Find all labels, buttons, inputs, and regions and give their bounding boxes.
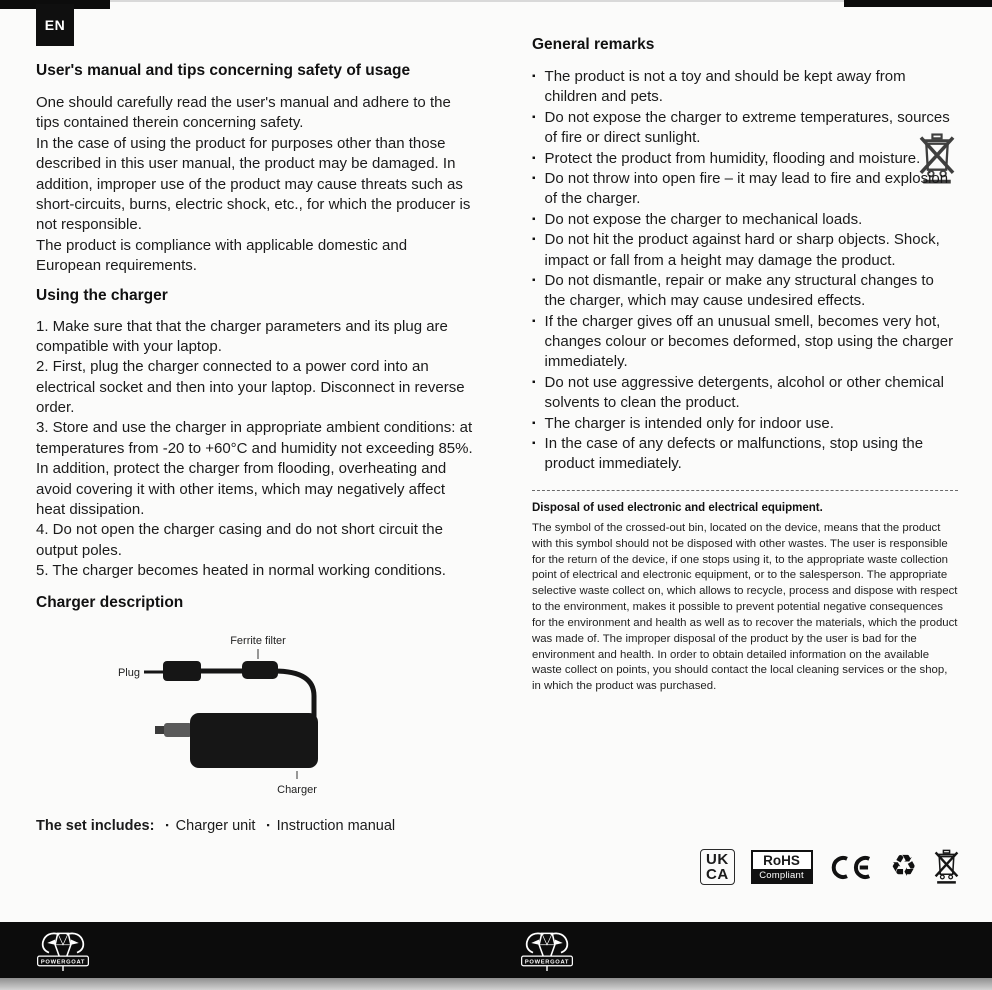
powergoat-logo [35,925,91,975]
bullet-icon: ▪ [266,819,270,830]
language-badge: EN [36,4,74,46]
bullet-icon: ▪ [532,152,536,164]
general-remarks-heading: General remarks [532,36,655,53]
ferrite-filter-label: Ferrite filter [230,634,286,647]
bullet-icon: ▪ [532,172,536,184]
bullet-icon: ▪ [165,819,169,830]
footer-bar [0,922,992,978]
safety-paragraph: One should carefully read the user's manual and adhere to the tips contained therein concerning safety. [36,94,451,132]
list-item: ▪ Do not expose the charger to extreme temperatures, sources of fire or direct sunlight. [532,108,958,149]
bullet-icon: ▪ [532,438,536,450]
bullet-icon: ▪ [532,274,536,286]
list-item: ▪ Do not hit the product against hard or sharp objects. Shock, impact or fall from a height may damage the product. [532,230,958,271]
step-item: 3. Store and use the charger in appropriate ambient conditions: at temperatures from -20 to +60°C and humidity not exceeding 85%. In addition, protect the charger from flooding, overheating and avoid covering it with other items, which may negatively affect heat dissipation. [36,419,473,519]
left-column [36,62,474,834]
list-item: ▪ Do not throw into open fire – it may lead to fire and explosion of the charger. [532,169,958,210]
plug-icon [163,661,201,681]
right-column [532,36,958,695]
step-item: 4. Do not open the charger casing and do not short circuit the output poles. [36,521,443,559]
disposal-heading: Disposal of used electronic and electrical equipment. [532,501,823,514]
set-item: Charger unit [175,817,256,834]
recycling-symbol-icon: ♻ [890,850,918,883]
weee-bin-icon [933,849,960,885]
ferrite-bead-icon [242,661,278,679]
using-charger-heading: Using the charger [36,286,168,304]
safety-paragraph: In the case of using the product for purposes other than those described in this user manual, the product may be damaged. In addition, improper use of the product may cause threats such as short-circuits, burns, electric shock, etc., for which the producer is not responsible. [36,134,471,234]
rohs-mark: RoHS Compliant [751,850,813,884]
bullet-icon: ▪ [532,234,536,246]
top-right-black-strip [844,0,992,7]
weee-bin-icon [917,133,957,185]
set-item: Instruction manual [276,817,396,834]
general-remarks-list [532,67,958,475]
step-item: 1. Make sure that that the charger parameters and its plug are compatible with your laptop. [36,317,448,355]
safety-paragraph: The product is compliance with applicable domestic and European requirements. [36,236,408,275]
bullet-icon: ▪ [532,111,536,123]
charger-label: Charger [277,783,317,796]
list-item: ▪ Do not expose the charger to mechanical loads. [532,210,958,230]
bullet-icon: ▪ [532,71,536,82]
step-item: 5. The charger becomes heated in normal working conditions. [36,562,446,580]
safety-heading: User's manual and tips concerning safety of usage [36,62,411,79]
ukca-mark: UK CA [700,849,735,885]
disposal-body: The symbol of the crossed-out bin, located on the device, means that the product with this symbol should not be disposed with other wastes. The user is responsible for the return of the device, if one stops using it, to the appropriate waste collection point of electrical and electronic equipment, or to the salesperson. The appropriate selective waste collect on, which allows to recycle, process and dispose with respect to the environment, makes it possible to prevent potential negative consequences for the environment and health as well as to recover the materials, which the product was made of. The improper disposal of the product by the user is bad for the environment and health. In order to obtain detailed information on the available waste collect on points, you should contact the local cleaning services or the shop, in which the product was purchased. [532,521,958,693]
list-item: ▪ The charger is intended only for indoor use. [532,414,958,434]
bullet-icon: ▪ [532,376,536,388]
page-bottom-edge [0,978,992,990]
charger-body-icon [190,713,318,768]
charger-diagram [36,622,466,802]
output-connector-icon [164,723,192,737]
step-item: 2. First, plug the charger connected to a power cord into an electrical socket and then into your laptop. Disconnect in reverse order. [36,358,465,417]
using-charger-steps [36,317,474,582]
powergoat-logo [519,925,575,975]
ce-mark-icon [828,854,874,881]
bullet-icon: ▪ [532,315,536,327]
list-item: ▪ If the charger gives off an unusual smell, becomes very hot, changes colour or becomes deformed, stop using the charger immediately. [532,312,958,373]
bullet-icon: ▪ [532,417,536,429]
list-item: ▪ Do not dismantle, repair or make any structural changes to the charger, which may cause undesired effects. [532,271,958,312]
bullet-icon: ▪ [532,213,536,225]
list-item: ▪ In the case of any defects or malfunctions, stop using the product immediately. [532,434,958,475]
list-item: ▪ Do not use aggressive detergents, alcohol or other chemical solvents to clean the product. [532,373,958,414]
certification-marks [700,845,960,889]
section-divider [532,490,958,491]
set-includes-label: The set includes: [36,817,155,834]
list-item: ▪ Protect the product from humidity, flooding and moisture. [532,149,958,169]
plug-label: Plug [117,666,140,679]
set-includes-line [36,818,474,834]
charger-description-heading: Charger description [36,593,184,611]
list-item: ▪ The product is not a toy and should be kept away from children and pets. [532,67,958,108]
